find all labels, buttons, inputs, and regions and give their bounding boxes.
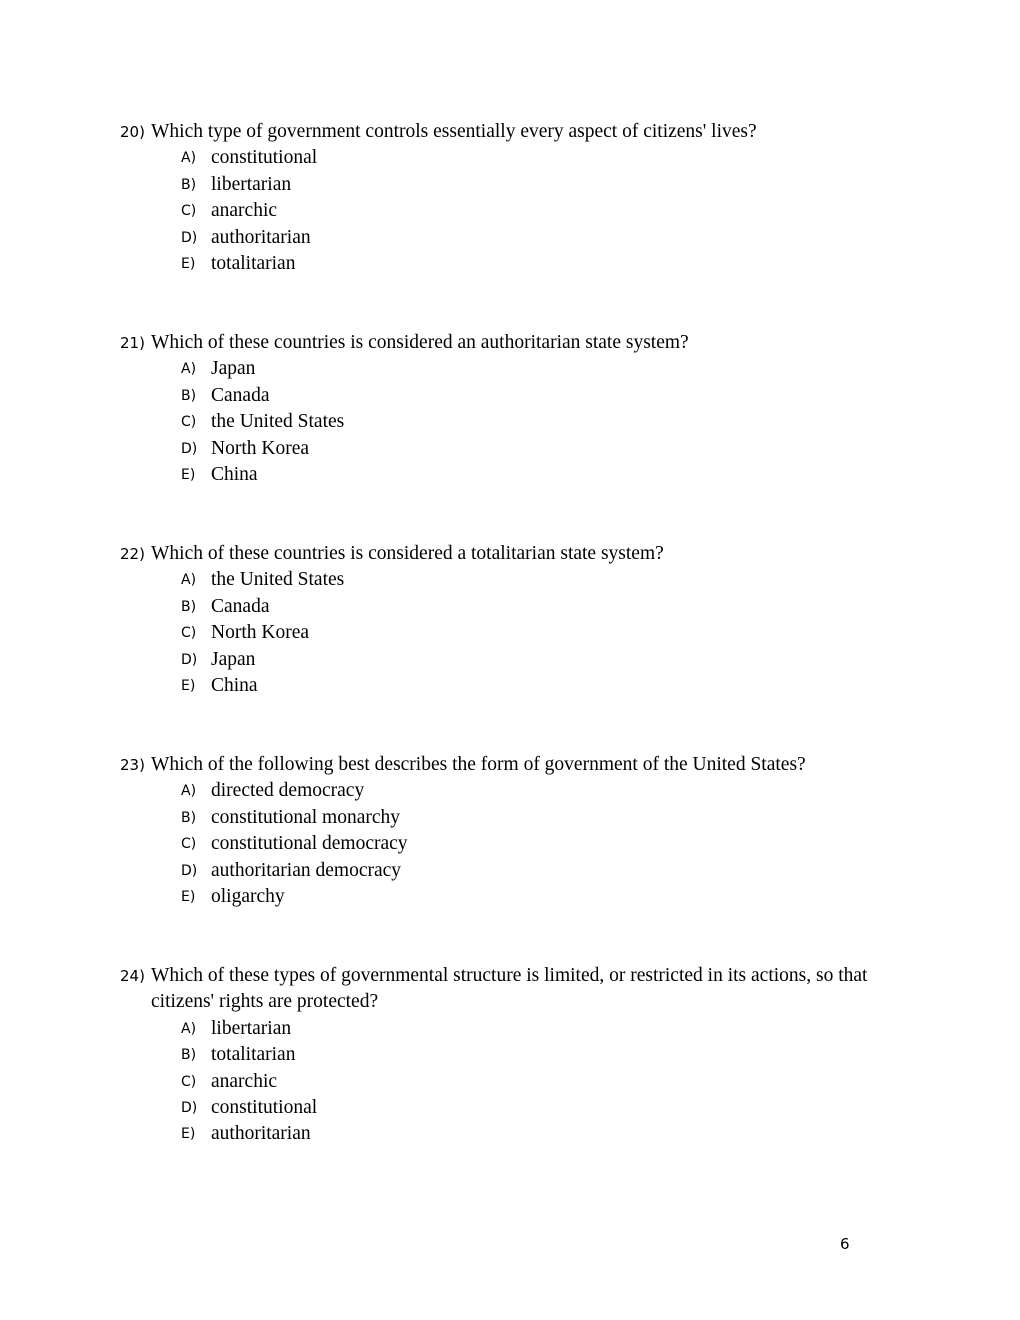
question-text: Which of these countries is considered an authoritarian state system? [151,332,689,353]
question-text: Which of the following best describes the form of government of the United States? [151,754,806,775]
option-text: constitutional [211,147,318,169]
option-letter: C) [181,625,197,642]
option-e [120,673,920,699]
option-letter: A) [181,783,197,800]
option-text: constitutional monarchy [211,806,401,828]
option-letter: B) [181,809,197,826]
option-letter: B) [181,176,197,193]
option-text: North Korea [211,622,310,644]
option-b [120,172,920,198]
option-letter: D) [181,440,198,457]
option-list [120,1016,900,1148]
question-number: 22) [120,545,145,563]
option-text: anarchic [211,200,278,222]
option-c [120,409,920,435]
option-letter: D) [181,1100,198,1117]
question-21 [120,330,920,488]
option-text: libertarian [211,1017,292,1039]
option-letter: C) [181,414,197,431]
option-text: oligarchy [211,886,285,908]
option-list [120,145,920,277]
question-text: Which of these countries is considered a totalitarian state system? [151,543,664,564]
option-text: Japan [211,648,256,670]
question-23 [120,752,920,910]
option-letter: D) [181,651,198,668]
option-d [120,858,920,884]
option-e [120,462,920,488]
option-letter: E) [181,889,196,906]
option-letter: E) [181,1126,196,1143]
question-number: 21) [120,334,145,352]
option-b [120,1042,900,1068]
question-20 [120,119,920,277]
question-stem [120,752,920,778]
option-letter: C) [181,836,197,853]
option-text: China [211,464,258,486]
option-text: the United States [211,569,345,591]
option-letter: D) [181,229,198,246]
option-text: constitutional democracy [211,833,408,855]
option-d [120,647,920,673]
question-stem [120,119,920,145]
question-number: 24) [120,967,145,985]
option-letter: B) [181,387,197,404]
option-d [120,436,920,462]
option-b [120,383,920,409]
option-b [120,805,920,831]
page-number: 6 [840,1235,850,1253]
option-d [120,225,920,251]
option-letter: E) [181,467,196,484]
option-letter: D) [181,862,198,879]
option-c [120,620,920,646]
option-letter: A) [181,572,197,589]
option-text: authoritarian [211,1123,311,1145]
option-text: Canada [211,384,270,406]
question-text: Which type of government controls essentially every aspect of citizens' lives? [151,121,757,142]
option-e [120,1121,900,1147]
option-letter: E) [181,678,196,695]
option-text: China [211,675,258,697]
option-letter: C) [181,203,197,220]
option-text: anarchic [211,1070,278,1092]
option-letter: A) [181,1020,197,1037]
option-text: Canada [211,595,270,617]
option-a [120,778,920,804]
option-text: North Korea [211,437,310,459]
option-b [120,594,920,620]
question-stem [120,541,920,567]
option-text: the United States [211,411,345,433]
option-letter: E) [181,256,196,273]
option-letter: A) [181,150,197,167]
question-stem [120,963,900,1016]
question-22 [120,541,920,699]
option-list [120,567,920,699]
option-a [120,1016,900,1042]
option-text: libertarian [211,173,292,195]
option-text: authoritarian democracy [211,859,402,881]
option-c [120,831,920,857]
option-text: totalitarian [211,1044,296,1066]
option-d [120,1095,900,1121]
option-text: authoritarian [211,226,311,248]
option-e [120,251,920,277]
option-text: totalitarian [211,253,296,275]
option-e [120,884,920,910]
option-letter: B) [181,598,197,615]
question-24 [120,963,900,1148]
question-number: 20) [120,123,145,141]
option-a [120,145,920,171]
option-list [120,356,920,488]
question-text: Which of these types of governmental structure is limited, or restricted in its actions, so that citizens' rights are protected? [151,965,868,1013]
option-text: constitutional [211,1097,318,1119]
option-c [120,1069,900,1095]
option-letter: A) [181,361,197,378]
option-a [120,356,920,382]
option-list [120,778,920,910]
question-number: 23) [120,756,145,774]
option-text: directed democracy [211,780,365,802]
option-letter: C) [181,1073,197,1090]
option-a [120,567,920,593]
option-letter: B) [181,1047,197,1064]
option-c [120,198,920,224]
option-text: Japan [211,358,256,380]
question-stem [120,330,920,356]
